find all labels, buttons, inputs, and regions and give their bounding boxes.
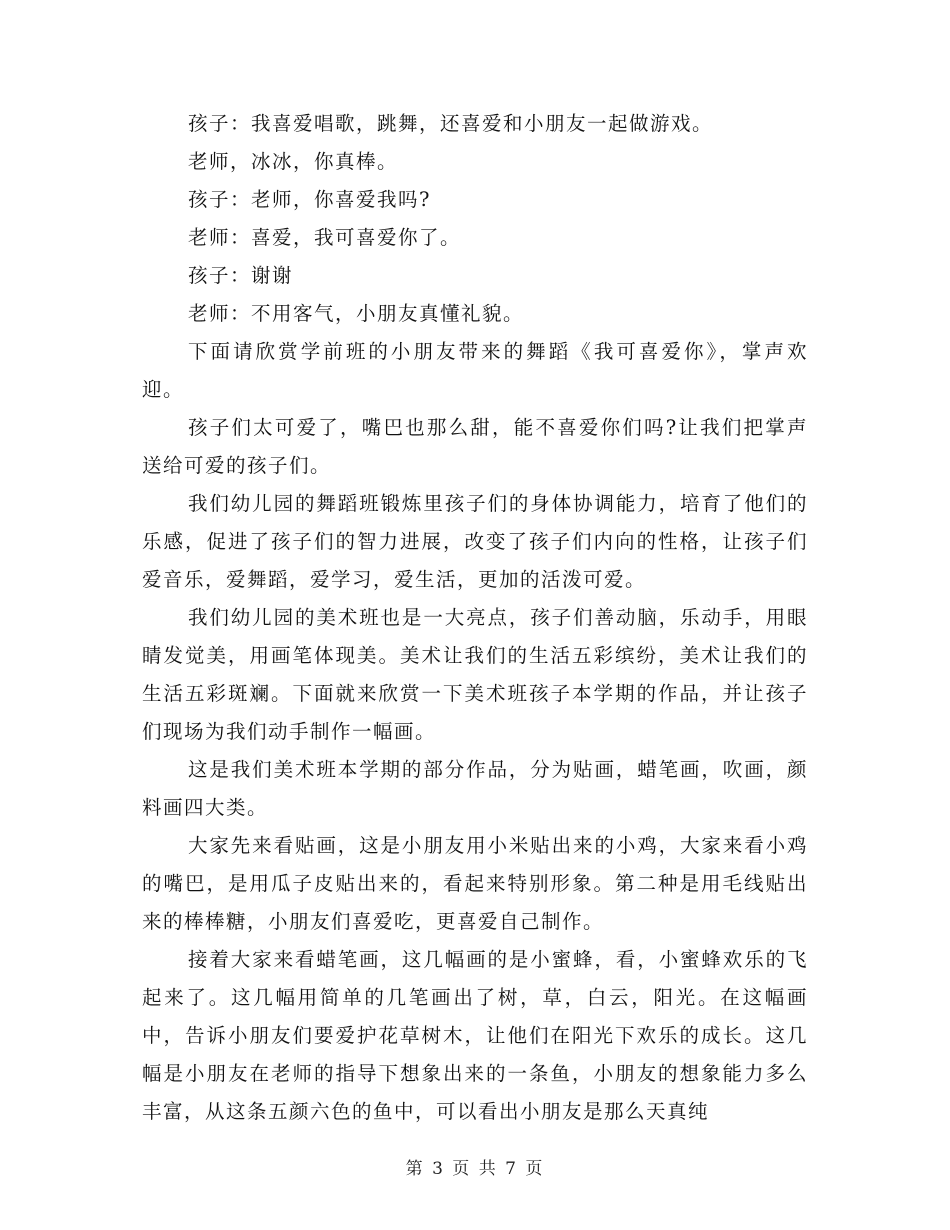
document-body xyxy=(142,105,808,1131)
paragraph: 老师：不用客气，小朋友真懂礼貌。 xyxy=(188,302,525,325)
page-number-footer: 第 3 页 共 7 页 xyxy=(405,1159,545,1179)
paragraph: 大家先来看贴画，这是小朋友用小米贴出来的小鸡，大家来看小鸡的嘴巴，是用瓜子皮贴出来的，看起来特别形象。第二种是用毛线贴出来的棒棒糖，小朋友们喜爱吃，更喜爱自己制作。 xyxy=(142,834,808,933)
paragraph: 孩子：谢谢 xyxy=(188,264,294,287)
paragraph: 下面请欣赏学前班的小朋友带来的舞蹈《我可喜爱你》，掌声欢迎。 xyxy=(142,340,808,401)
paragraph: 我们幼儿园的美术班也是一大亮点，孩子们善动脑，乐动手，用眼睛发觉美，用画笔体现美。美术让我们的生活五彩缤纷，美术让我们的生活五彩斑斓。下面就来欣赏一下美术班孩子本学期的作品，并让孩子们现场为我们动手制作一幅画。 xyxy=(142,606,808,743)
paragraph: 我们幼儿园的舞蹈班锻炼里孩子们的身体协调能力，培育了他们的乐感，促进了孩子们的智力进展，改变了孩子们内向的性格，让孩子们爱音乐，爱舞蹈，爱学习，爱生活，更加的活泼可爱。 xyxy=(142,492,808,591)
paragraph: 接着大家来看蜡笔画，这几幅画的是小蜜蜂，看，小蜜蜂欢乐的飞起来了。这几幅用简单的几笔画出了树，草，白云，阳光。在这幅画中，告诉小朋友们要爱护花草树木，让他们在阳光下欢乐的成长。这几幅是小朋友在老师的指导下想象出来的一条鱼，小朋友的想象能力多么丰富，从这条五颜六色的鱼中，可以看出小朋友是那么天真纯 xyxy=(142,948,808,1123)
paragraph: 这是我们美术班本学期的部分作品，分为贴画，蜡笔画，吹画，颜料画四大类。 xyxy=(142,758,808,819)
paragraph: 孩子们太可爱了，嘴巴也那么甜，能不喜爱你们吗?让我们把掌声送给可爱的孩子们。 xyxy=(142,416,808,477)
paragraph: 孩子：老师，你喜爱我吗? xyxy=(188,188,431,211)
paragraph: 孩子：我喜爱唱歌，跳舞，还喜爱和小朋友一起做游戏。 xyxy=(188,112,714,135)
paragraph: 老师，冰冰，你真棒。 xyxy=(188,150,399,173)
paragraph: 老师：喜爱，我可喜爱你了。 xyxy=(188,226,462,249)
